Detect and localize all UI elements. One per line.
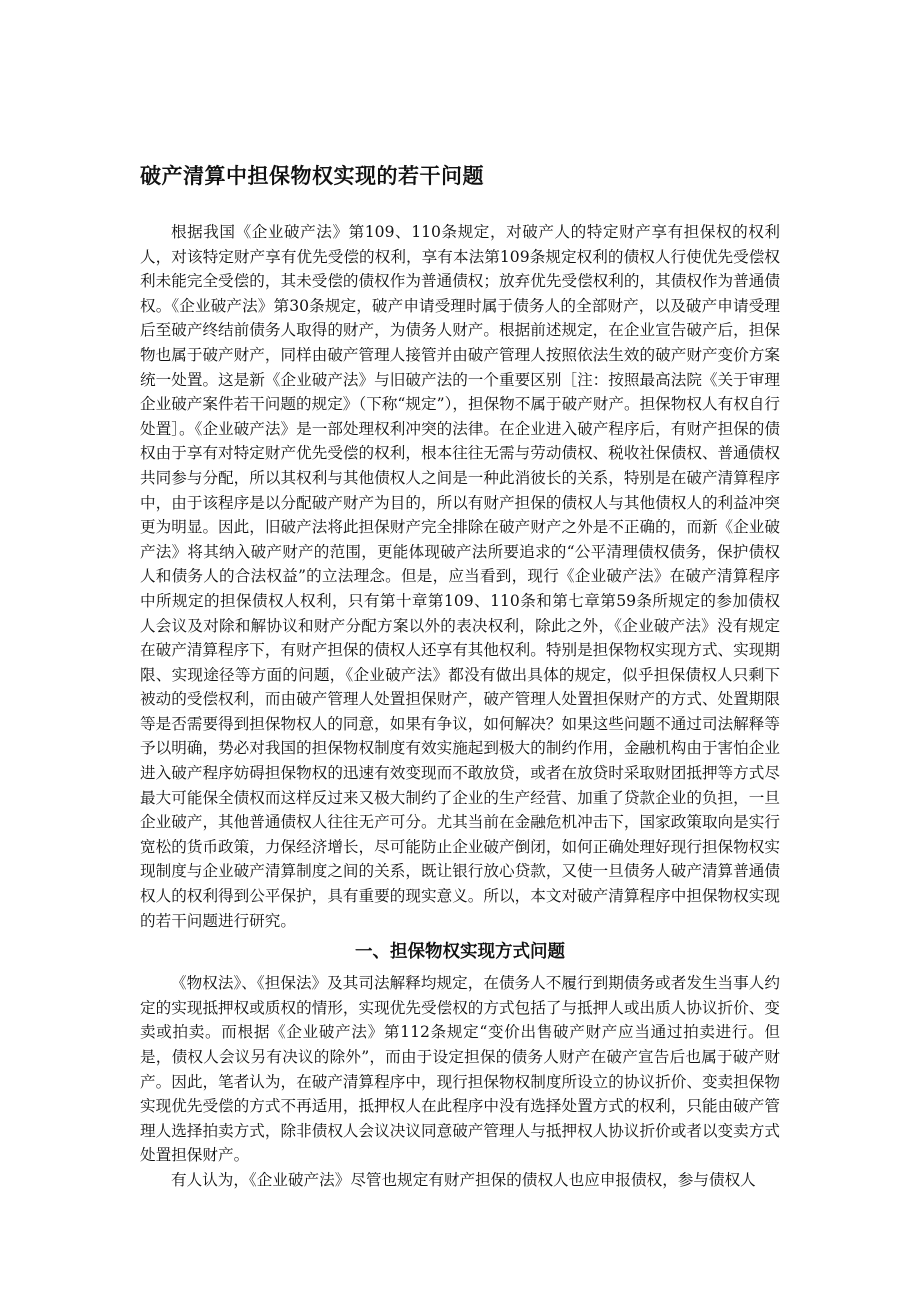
document-title: 破产清算中担保物权实现的若干问题 bbox=[140, 164, 484, 188]
document-body bbox=[140, 220, 780, 1193]
section-paragraph: 有人认为，《企业破产法》尽管也规定有财产担保的债权人也应申报债权，参与债权人 bbox=[171, 1170, 756, 1189]
section-heading: 一、担保物权实现方式问题 bbox=[355, 942, 565, 963]
intro-paragraph: 根据我国《企业破产法》第109、110条规定，对破产人的特定财产享有担保权的权利人，对该特定财产享有优先受偿的权利，享有本法第109条规定权利的债权人行使优先受偿权利未能完全受偿的，其未受偿的债权作为普通债权；放弃优先受偿权利的，其债权作为普通债权。《企业破产法》第30条规定，破产申请受理时属于债务人的全部财产，以及破产申请受理后至破产终结前债务人取得的财产，为债务人财产。根据前述规定，在企业宣告破产后，担保物也属于破产财产，同样由破产管理人接管并由破产管理人按照依法生效的破产财产变价方案统一处置。这是新《企业破产法》与旧破产法的一个重要区别［注：按照最高法院《关于审理企业破产案件若干问题的规定》（下称“规定”），担保物不属于破产财产。担保物权人有权自行处置］。《企业破产法》是一部处理权利冲突的法律。在企业进入破产程序后，有财产担保的债权由于享有对特定财产优先受偿的权利，根本往往无需与劳动债权、税收社保债权、普通债权共同参与分配，所以其权利与其他债权人之间是一种此消彼长的关系，特别是在破产清算程序中，由于该程序是以分配破产财产为目的，所以有财产担保的债权人与其他债权人的利益冲突更为明显。因此，旧破产法将此担保财产完全排除在破产财产之外是不正确的，而新《企业破产法》将其纳入破产财产的范围，更能体现破产法所要追求的“公平清理债权债务，保护债权人和债务人的合法权益”的立法理念。但是，应当看到，现行《企业破产法》在破产清算程序中所规定的担保债权人权利，只有第十章第109、110条和第七章第59条所规定的参加债权人会议及对除和解协议和财产分配方案以外的表决权利，除此之外，《企业破产法》没有规定在破产清算程序下，有财产担保的债权人还享有其他权利。特别是担保物权实现方式、实现期限、实现途径等方面的问题，《企业破产法》都没有做出具体的规定，似乎担保债权人只剩下被动的受偿权利，而由破产管理人处置担保财产，破产管理人处置担保财产的方式、处置期限等是否需要得到担保物权人的同意，如果有争议，如何解决？如果这些问题不通过司法解释等予以明确，势必对我国的担保物权制度有效实施起到极大的制约作用，金融机构由于害怕企业进入破产程序妨碍担保物权的迅速有效变现而不敢放贷，或者在放贷时采取财团抵押等方式尽最大可能保全债权而这样反过来又极大制约了企业的生产经营、加重了贷款企业的负担，一旦企业破产，其他普通债权人往往无产可分。尤其当前在金融危机冲击下，国家政策取向是实行宽松的货币政策，力保经济增长，尽可能防止企业破产倒闭，如何正确处理好现行担保物权实现制度与企业破产清算制度之间的关系，既让银行放心贷款，又使一旦债务人破产清算普通债权人的权利得到公平保护，具有重要的现实意义。所以，本文对破产清算程序中担保物权实现的若干问题进行研究。 bbox=[140, 223, 780, 930]
section-paragraph: 《物权法》、《担保法》及其司法解释均规定，在债务人不履行到期债务或者发生当事人约定的实现抵押权或质权的情形，实现优先受偿权的方式包括了与抵押人或出质人协议折价、变卖或拍卖。而根据《企业破产法》第112条规定“变价出售破产财产应当通过拍卖进行。但是，债权人会议另有决议的除外”，而由于设定担保的债务人财产在破产宣告后也属于破产财产。因此，笔者认为，在破产清算程序中，现行担保物权制度所设立的协议折价、变卖担保物实现优先受偿的方式不再适用，抵押权人在此程序中没有选择处置方式的权利，只能由破产管理人选择拍卖方式，除非债权人会议决议同意破产管理人与抵押权人协议折价或者以变卖方式处置担保财产。 bbox=[140, 974, 780, 1165]
